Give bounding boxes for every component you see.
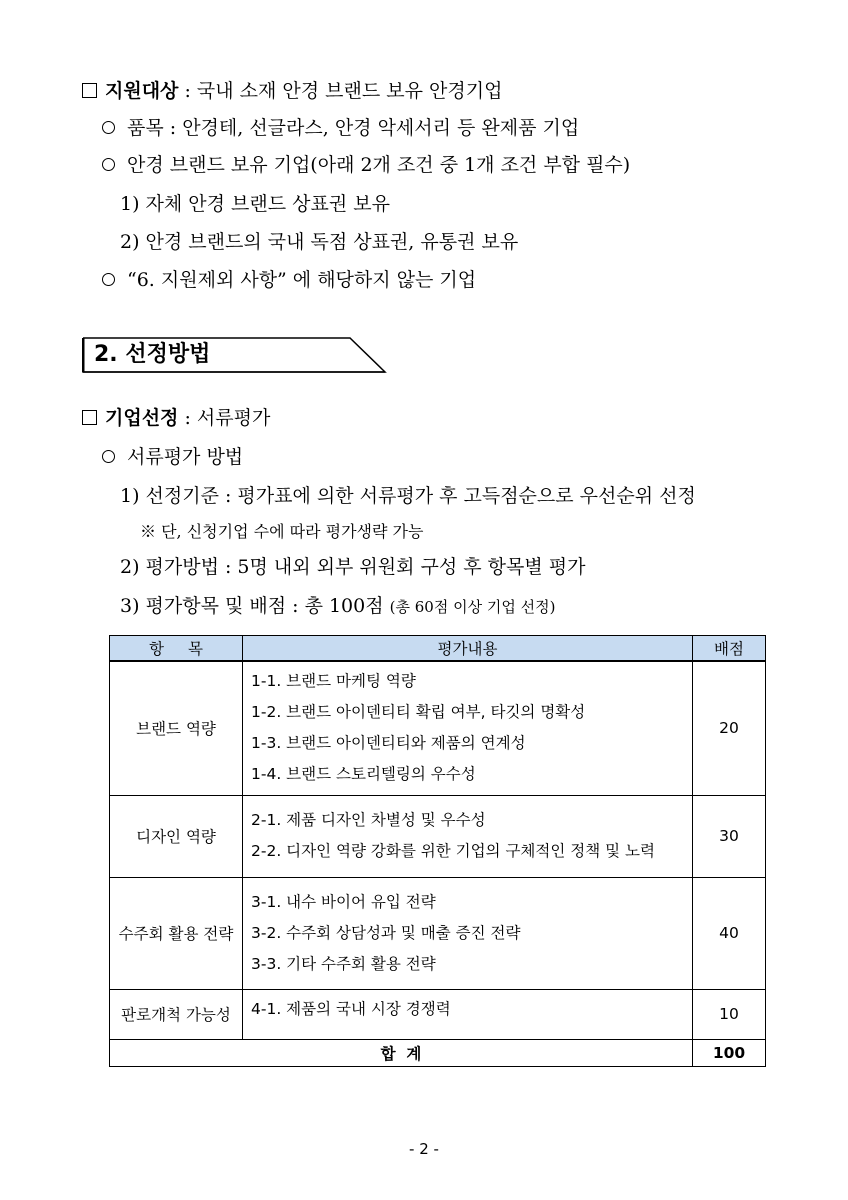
row-score: 30 — [693, 795, 766, 877]
table-header-row — [110, 636, 766, 662]
row-category: 브랜드 역량 — [110, 661, 243, 795]
row-category: 디자인 역량 — [110, 795, 243, 877]
target-line — [82, 79, 502, 103]
circle-bullet-icon — [102, 121, 115, 134]
row-score: 20 — [693, 661, 766, 795]
row-score: 10 — [693, 989, 766, 1039]
table-row — [110, 661, 766, 795]
target-label: 지원대상 — [105, 80, 179, 102]
row-category: 판로개척 가능성 — [110, 989, 243, 1039]
row-category: 수주회 활용 전략 — [110, 877, 243, 989]
row-score: 40 — [693, 877, 766, 989]
target-sub-item-2: 2) 안경 브랜드의 국내 독점 상표권, 유통권 보유 — [120, 231, 519, 253]
row-items: 3-1. 내수 바이어 유입 전략 3-2. 수주회 상담성과 및 매출 증진 전략 3-3. 기타 수주회 활용 전략 — [243, 877, 693, 989]
circle-bullet-icon — [102, 273, 115, 286]
evaluation-table — [109, 635, 766, 1067]
selection-scoring: 3) 평가항목 및 배점 : 총 100점 (총 60점 이상 기업 선정) — [120, 595, 556, 617]
header-score: 배점 — [693, 636, 766, 662]
target-item-3: “6. 지원제외 사항” 에 해당하지 않는 기업 — [102, 268, 476, 292]
selection-criteria: 1) 선정기준 : 평가표에 의한 서류평가 후 고득점순으로 우선순위 선정 — [120, 485, 696, 507]
row-items: 4-1. 제품의 국내 시장 경쟁력 — [243, 989, 693, 1039]
header-category: 항 목 — [110, 636, 243, 662]
row-items: 1-1. 브랜드 마케팅 역량 1-2. 브랜드 아이덴티티 확립 여부, 타깃의 명확성 1-3. 브랜드 아이덴티티와 제품의 연계성 1-4. 브랜드 스토리텔링의 우수성 — [243, 661, 693, 795]
selection-method: 2) 평가방법 : 5명 내외 외부 위원회 구성 후 항목별 평가 — [120, 556, 586, 578]
selection-note: ※ 단, 신청기업 수에 따라 평가생략 가능 — [140, 522, 424, 541]
row-items: 2-1. 제품 디자인 차별성 및 우수성 2-2. 디자인 역량 강화를 위한 기업의 구체적인 정책 및 노력 — [243, 795, 693, 877]
target-sub-item-1: 1) 자체 안경 브랜드 상표권 보유 — [120, 193, 390, 215]
header-content: 평가내용 — [243, 636, 693, 662]
circle-bullet-icon — [102, 158, 115, 171]
section-title: 2. 선정방법 — [94, 342, 211, 367]
checkbox-square-icon — [82, 83, 97, 98]
total-label: 합 계 — [110, 1039, 693, 1066]
selection-text: : 서류평가 — [184, 407, 271, 429]
selection-line — [82, 406, 270, 430]
table-total-row — [110, 1039, 766, 1066]
section-heading — [82, 337, 387, 373]
table-row — [110, 795, 766, 877]
table-row — [110, 877, 766, 989]
selection-label: 기업선정 — [105, 407, 179, 429]
page-number: - 2 - — [409, 1140, 439, 1158]
circle-bullet-icon — [102, 450, 115, 463]
target-text: : 국내 소재 안경 브랜드 보유 안경기업 — [184, 80, 503, 102]
selection-method-title: 서류평가 방법 — [102, 445, 243, 469]
table-row — [110, 989, 766, 1039]
total-score: 100 — [693, 1039, 766, 1066]
target-item-1: 품목 : 안경테, 선글라스, 안경 악세서리 등 완제품 기업 — [102, 116, 579, 140]
target-item-2: 안경 브랜드 보유 기업(아래 2개 조건 중 1개 조건 부합 필수) — [102, 153, 630, 177]
checkbox-square-icon — [82, 410, 97, 425]
